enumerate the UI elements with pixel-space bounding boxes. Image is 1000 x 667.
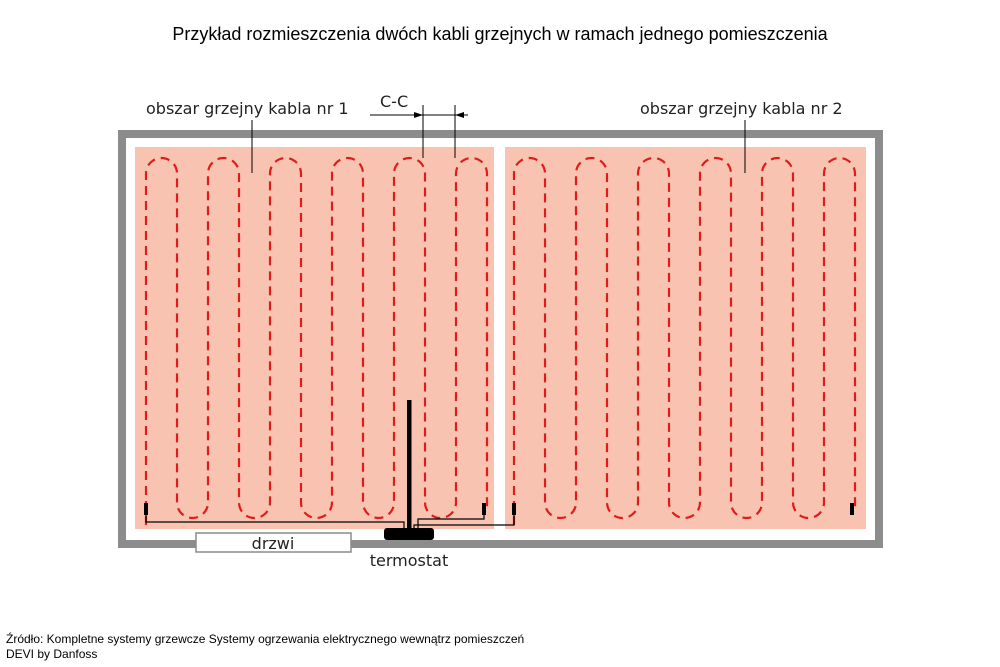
diagram-title: Przykład rozmieszczenia dwóch kabli grzejnych w ramach jednego pomieszczenia	[172, 24, 828, 44]
source-line-1: Źródło: Kompletne systemy grzewcze Systemy ogrzewania elektrycznego wewnątrz pomieszczeń	[6, 632, 525, 646]
spacing-arrow-right	[455, 112, 464, 118]
area2-label: obszar grzejny kabla nr 2	[640, 99, 843, 118]
spacing-label: C-C	[380, 92, 409, 111]
floor-sensor-probe	[407, 400, 412, 530]
cable-2-end-right	[850, 503, 854, 515]
thermostat-label: termostat	[369, 551, 449, 570]
area1-label: obszar grzejny kabla nr 1	[146, 99, 349, 118]
heating-area-1	[135, 147, 494, 529]
door-label: drzwi	[251, 534, 295, 553]
cable-1-end-right	[482, 503, 486, 515]
thermostat-box	[384, 528, 434, 540]
spacing-arrow-left	[414, 112, 423, 118]
heating-area-2	[505, 147, 866, 529]
source-line-2: DEVI by Danfoss	[6, 647, 98, 661]
cable-2-end-left	[512, 503, 516, 515]
cable-1-end-left	[144, 503, 148, 515]
